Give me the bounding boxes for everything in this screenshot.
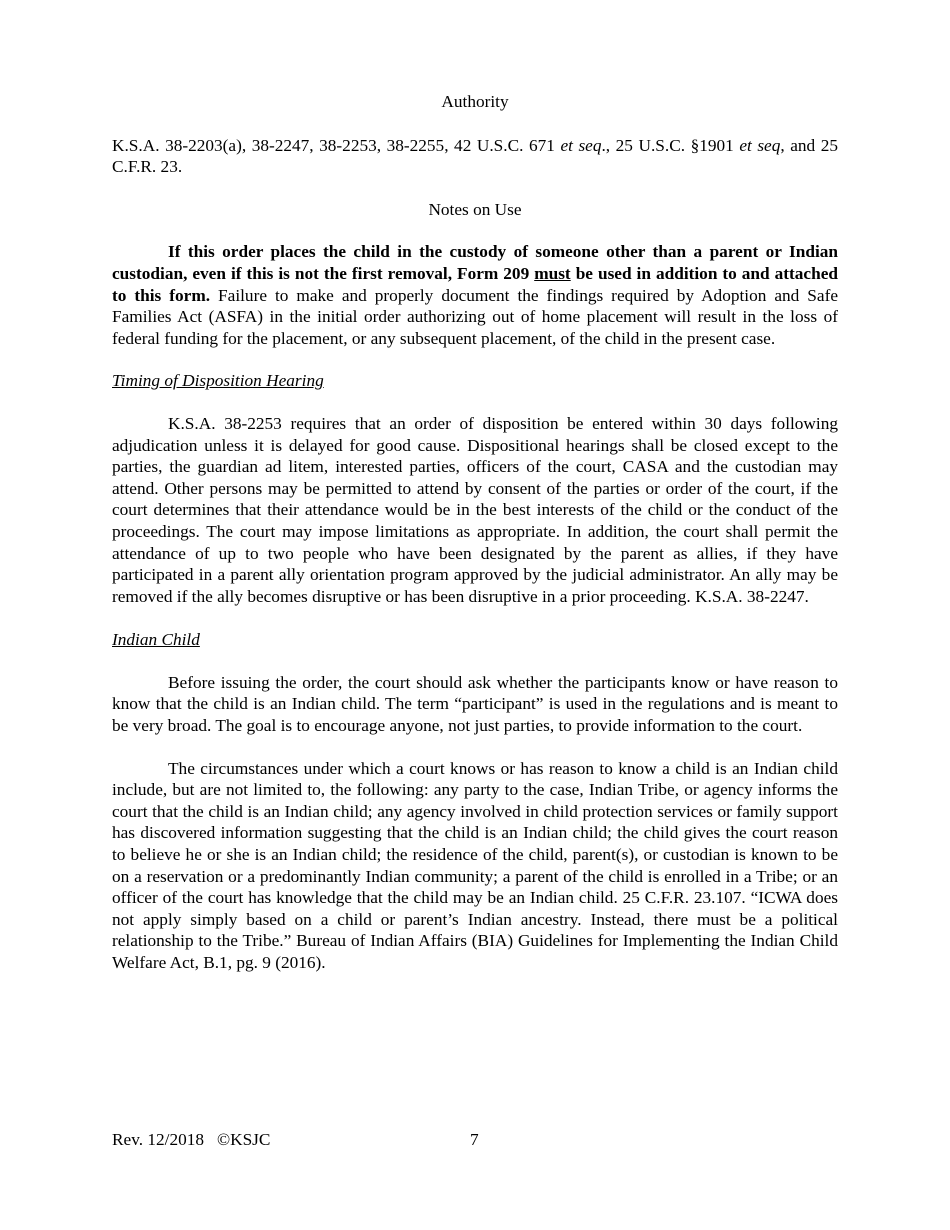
authority-citations bbox=[112, 135, 838, 178]
authority-text-3: , and 25 C.F.R. 23. bbox=[112, 135, 838, 177]
page-number: 7 bbox=[470, 1130, 479, 1149]
timing-paragraph: K.S.A. 38-2253 requires that an order of disposition be entered within 30 days following adjudication unless it is delayed for good cause. Dispositional hearings shall be closed except to the parties, the guardian ad litem, interested parties, officers of the court, CASA and the custodian may attend. Other persons may be permitted to attend by consent of the parties or order of the court, if the court determines that their attendance would be in the best interests of the child or the conduct of the proceedings. The court may impose limitations as appropriate. In addition, the court shall permit the attendance of up to two people who have been designated by the parent as allies, if they have participated in a parent ally orientation program approved by the judicial administrator. An ally may be removed if the ally becomes disruptive or has been disruptive in a prior proceeding. K.S.A. 38-2247. bbox=[112, 413, 838, 606]
indian-child-heading: Indian Child bbox=[112, 630, 200, 650]
indian-child-paragraph-1: Before issuing the order, the court should ask whether the participants know or have reason to know that the child is an Indian child. The term “participant” is used in the regulations and is meant to be very broad. The goal is to encourage anyone, not just parties, to provide information to the court. bbox=[112, 672, 838, 736]
footer-revision: Rev. 12/2018 ©KSJC bbox=[112, 1130, 271, 1149]
notes-text: Failure to make and properly document the findings required by Adoption and Safe Families Act (ASFA) in the initial order authorizing out of home placement will result in the loss of federal funding for the placement, or any subsequent placement, of the child in the present case. bbox=[112, 285, 838, 348]
notes-must: must bbox=[534, 263, 571, 283]
notes-bold-2: be used in addition to and attached to this form. bbox=[112, 263, 838, 305]
indian-child-paragraph-2: The circumstances under which a court knows or has reason to know a child is an Indian child include, but are not limited to, the following: any party to the case, Indian Tribe, or agency informs the court that the child is an Indian child; any agency involved in child protection services or family support has discovered information suggesting that the child is an Indian child; the child gives the court reason to believe he or she is an Indian child; the residence of the child, parent(s), or custodian is known to be on a reservation or a predominantly Indian community; a parent of the child is enrolled in a Tribe; or an officer of the court has knowledge that the child may be an Indian child. 25 C.F.R. 23.107. “ICWA does not apply simply based on a child or parent’s Indian ancestry. Instead, there must be a political relationship to the Tribe.” Bureau of Indian Affairs (BIA) Guidelines for Implementing the Indian Child Welfare Act, B.1, pg. 9 (2016). bbox=[112, 758, 838, 972]
notes-paragraph bbox=[112, 241, 838, 349]
page-footer bbox=[112, 1129, 838, 1151]
timing-heading: Timing of Disposition Hearing bbox=[112, 371, 324, 391]
page-content bbox=[112, 91, 838, 974]
authority-title: Authority bbox=[441, 92, 509, 111]
authority-et-seq-1: et seq bbox=[560, 135, 602, 155]
authority-text-1: K.S.A. 38-2203(a), 38-2247, 38-2253, 38-2255, 42 U.S.C. 671 bbox=[112, 135, 561, 155]
authority-et-seq-2: et seq bbox=[739, 135, 781, 155]
notes-bold-1: If this order places the child in the custody of someone other than a parent or Indian custodian, even if this is not the first removal, Form 209 bbox=[112, 242, 838, 283]
authority-text-2: ., 25 U.S.C. §1901 bbox=[601, 135, 740, 155]
notes-title: Notes on Use bbox=[428, 199, 522, 219]
